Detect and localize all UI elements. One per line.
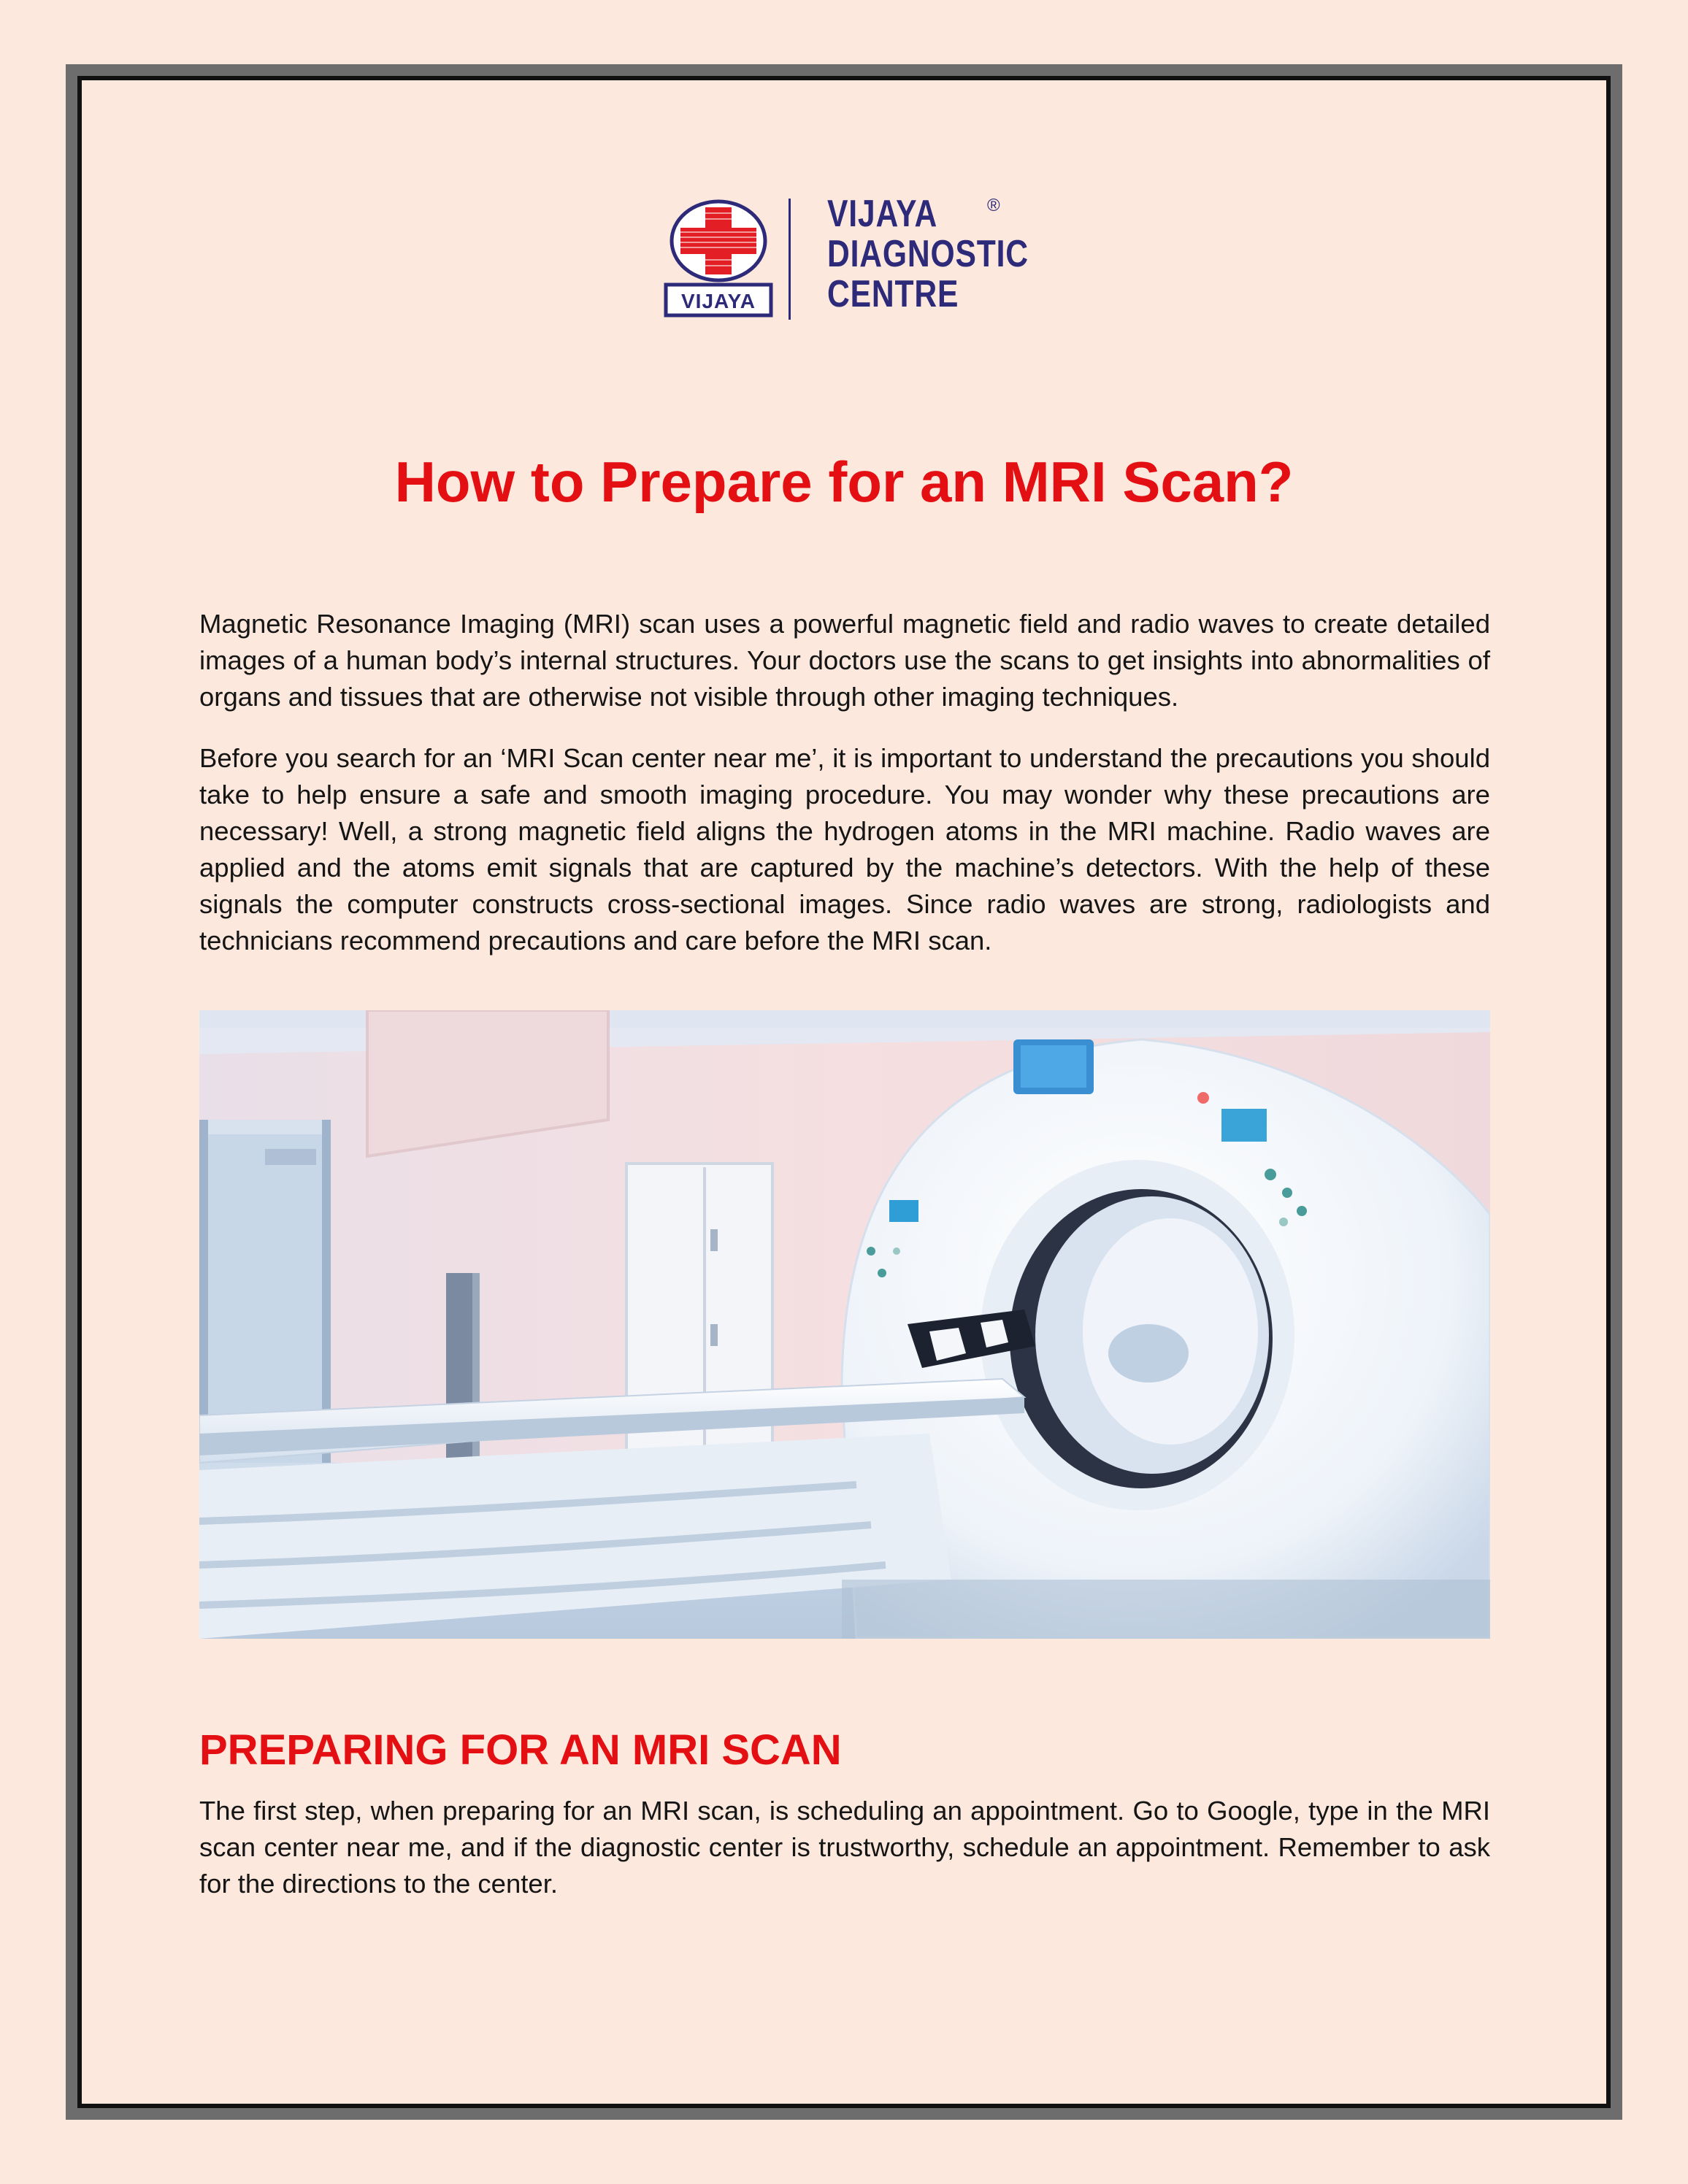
section-heading: PREPARING FOR AN MRI SCAN <box>199 1726 842 1774</box>
logo-badge-text: VIJAYA <box>680 290 756 312</box>
intro-paragraph-1: Magnetic Resonance Imaging (MRI) scan uses a powerful magnetic field and radio waves to create detailed images of a human body’s internal structures. Your doctors use the scans to get insights into abnormalities of organs and tissues that are otherwise not visible through other imaging techniques. <box>199 609 1490 712</box>
page-title: How to Prepare for an MRI Scan? <box>394 450 1294 514</box>
intro-paragraph-2: Before you search for an ‘MRI Scan center near me’, it is important to understand the precautions you should take to help ensure a safe and smooth imaging procedure. You may wonder why these precautions are necessary! Well, a strong magnetic field aligns the hydrogen atoms in the MRI machine. Radio waves are applied and the atoms emit signals that are captured by the machine’s detectors. With the help of these signals the computer constructs cross-sectional images. Since radio waves are strong, radiologists and technicians recommend precautions and care before the MRI scan. <box>199 743 1490 956</box>
logo-line-3: CENTRE <box>827 273 959 315</box>
logo-line-2: DIAGNOSTIC <box>827 233 1029 275</box>
mri-machine-photo <box>199 1010 1490 1639</box>
section-paragraph: The first step, when preparing for an MRI scan, is scheduling an appointment. Go to Google, type in the MRI scan center near me, and if the diagnostic center is trustworthy, schedule an appointment. Remember to ask for the directions to the center. <box>199 1796 1490 1899</box>
logo-line-1: VIJAYA <box>827 193 938 235</box>
mri-scanner-illustration <box>199 1010 1490 1639</box>
registered-mark: ® <box>987 196 1000 215</box>
logo-divider <box>789 199 791 320</box>
